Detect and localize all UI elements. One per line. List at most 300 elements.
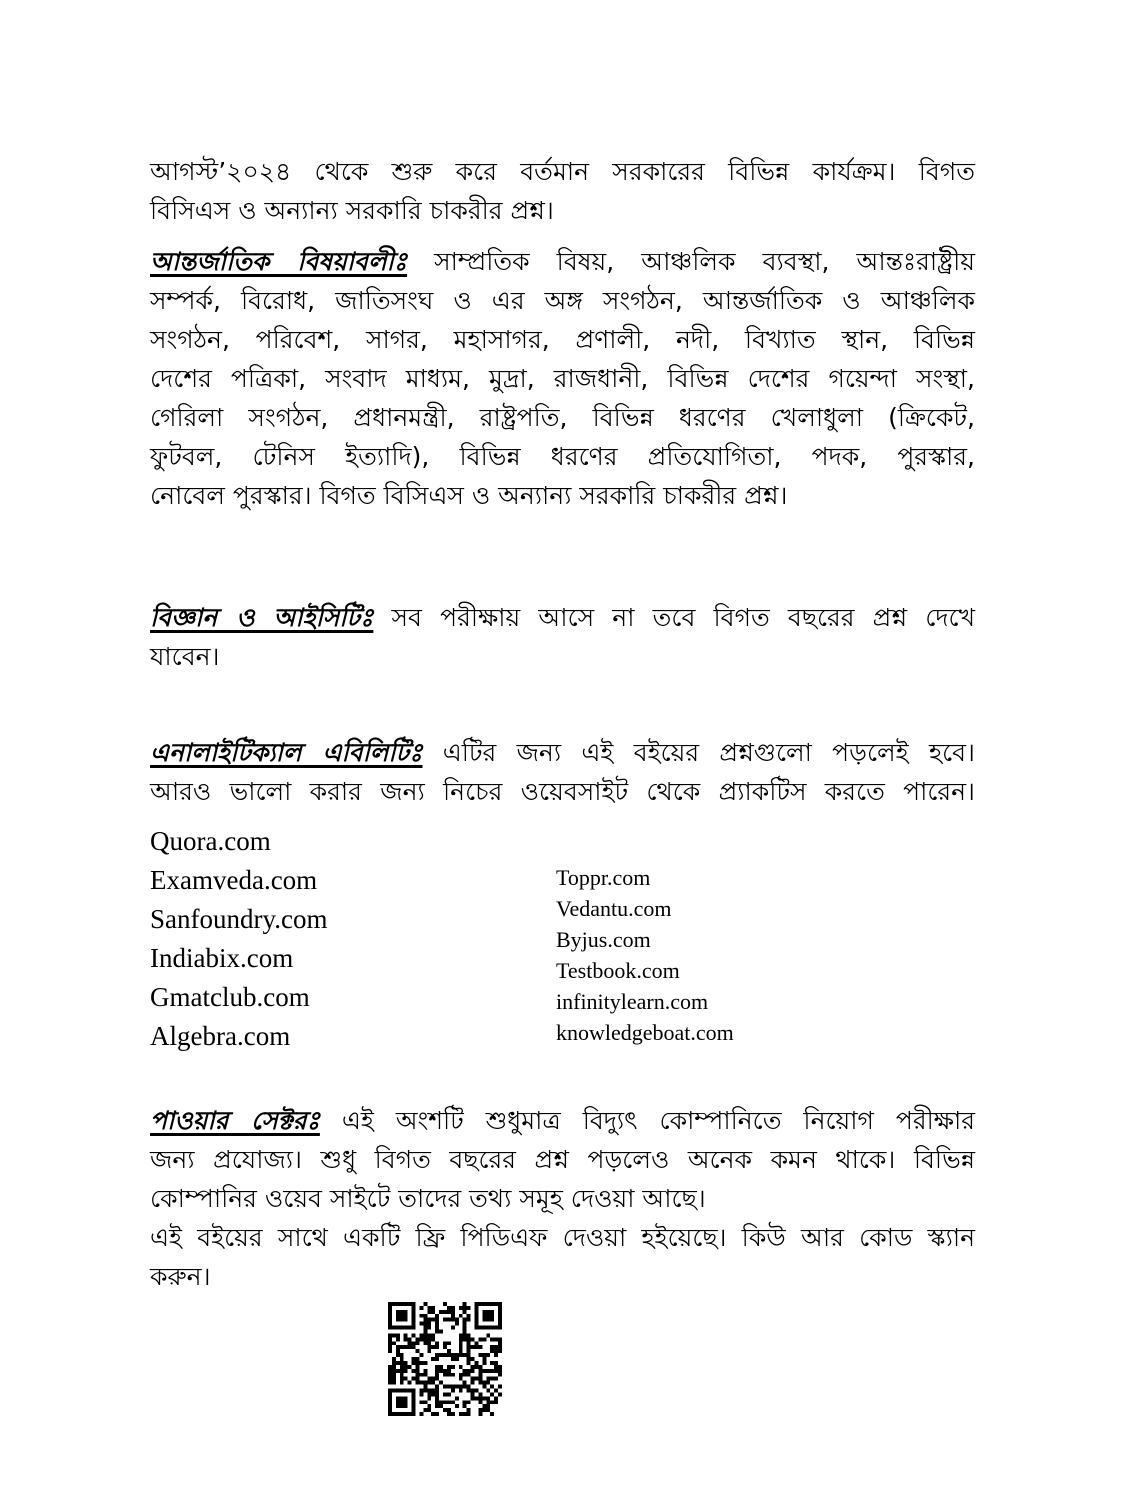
qr-module	[459, 1337, 463, 1341]
qr-module	[423, 1361, 427, 1365]
qr-module	[482, 1404, 486, 1408]
qr-module	[494, 1361, 498, 1365]
qr-module	[478, 1412, 482, 1416]
qr-module	[478, 1365, 482, 1369]
qr-module	[400, 1345, 404, 1349]
qr-module	[431, 1345, 435, 1349]
qr-module	[396, 1353, 400, 1357]
qr-module	[412, 1345, 416, 1349]
qr-module	[474, 1365, 478, 1369]
qr-module	[459, 1306, 463, 1310]
qr-module	[467, 1353, 471, 1357]
qr-module	[451, 1318, 455, 1322]
qr-module	[447, 1306, 451, 1310]
analytical-ability-paragraph	[150, 733, 975, 811]
qr-module	[439, 1310, 443, 1314]
qr-module	[396, 1396, 408, 1408]
qr-module	[419, 1373, 423, 1377]
qr-module	[439, 1381, 443, 1385]
qr-module	[443, 1408, 447, 1412]
qr-module	[412, 1361, 416, 1365]
qr-module	[404, 1369, 408, 1373]
qr-module	[478, 1345, 482, 1349]
website-item: infinitylearn.com	[556, 989, 709, 1014]
qr-module	[447, 1400, 451, 1404]
text-line: এই বইয়ের সাথে একটি ফ্রি পিডিএফ দেওয়া হইয়েছে। কিউ আর কোড স্ক্যান	[150, 1223, 975, 1252]
qr-module	[482, 1310, 494, 1322]
qr-module	[471, 1388, 475, 1392]
qr-module	[408, 1337, 412, 1341]
qr-module	[392, 1369, 396, 1373]
qr-module	[439, 1365, 443, 1369]
qr-module	[412, 1377, 416, 1381]
qr-module	[435, 1326, 439, 1330]
qr-module	[435, 1377, 439, 1381]
text-line	[150, 733, 975, 772]
qr-module	[478, 1396, 482, 1400]
qr-module	[494, 1365, 498, 1369]
qr-module	[412, 1388, 416, 1416]
current-affairs-paragraph	[150, 152, 975, 230]
international-affairs-paragraph	[150, 242, 975, 515]
qr-module	[435, 1412, 439, 1416]
qr-module	[400, 1381, 404, 1385]
qr-module	[486, 1404, 490, 1408]
text-line: আরও ভালো করার জন্য নিচের ওয়েবসাইট থেকে প্র্যাকটিস করতে পারেন।	[150, 777, 975, 806]
website-item: Sanfoundry.com	[150, 904, 328, 934]
qr-module	[463, 1412, 467, 1416]
qr-module	[404, 1337, 408, 1341]
qr-module	[471, 1357, 475, 1361]
qr-module	[435, 1396, 439, 1400]
qr-module	[451, 1412, 455, 1416]
qr-module	[494, 1396, 498, 1400]
qr-module	[427, 1392, 431, 1396]
qr-module	[498, 1385, 502, 1389]
qr-module	[447, 1392, 451, 1396]
qr-module	[494, 1349, 498, 1353]
qr-module	[416, 1377, 420, 1381]
qr-module	[423, 1408, 427, 1412]
qr-module	[431, 1412, 435, 1416]
qr-module	[400, 1377, 404, 1381]
text-line: সংগঠন, পরিবেশ, সাগর, মহাসাগর, প্রণালী, নদী, বিখ্যাত স্থান, বিভিন্ন	[150, 325, 975, 354]
qr-module	[459, 1377, 463, 1381]
qr-module	[419, 1400, 423, 1404]
qr-module	[435, 1330, 439, 1334]
qr-module	[388, 1341, 392, 1345]
text-line: গেরিলা সংগঠন, প্রধানমন্ত্রী, রাষ্ট্রপতি, বিভিন্ন ধরণের খেলাধুলা (ক্রিকেট,	[150, 403, 975, 432]
qr-module	[443, 1373, 447, 1377]
qr-module	[427, 1345, 431, 1349]
qr-module	[435, 1318, 439, 1322]
qr-module	[463, 1310, 467, 1314]
qr-module	[412, 1341, 416, 1345]
text-line: সম্পর্ক, বিরোধ, জাতিসংঘ ও এর অঙ্গ সংগঠন, আন্তর্জাতিক ও আঞ্চলিক	[150, 286, 975, 315]
qr-module	[431, 1318, 435, 1322]
qr-module	[471, 1369, 475, 1373]
qr-module	[447, 1353, 451, 1357]
qr-module	[459, 1333, 463, 1337]
qr-module	[396, 1361, 400, 1365]
qr-module	[463, 1353, 467, 1357]
qr-module	[408, 1381, 412, 1385]
qr-module	[388, 1412, 416, 1416]
qr-module	[427, 1381, 431, 1385]
qr-module	[498, 1345, 502, 1349]
qr-module	[474, 1341, 478, 1345]
qr-module	[463, 1373, 467, 1377]
qr-module	[490, 1345, 494, 1349]
qr-module	[435, 1404, 439, 1408]
qr-module	[447, 1341, 451, 1345]
qr-module	[427, 1318, 431, 1322]
qr-module	[494, 1400, 498, 1404]
qr-module	[388, 1388, 392, 1416]
qr-module	[419, 1306, 423, 1310]
website-item: Gmatclub.com	[150, 982, 310, 1012]
qr-module	[494, 1369, 498, 1373]
text-line	[150, 598, 975, 637]
qr-module	[419, 1314, 423, 1318]
website-item: Examveda.com	[150, 865, 318, 895]
qr-module	[443, 1400, 447, 1404]
qr-module	[467, 1349, 471, 1353]
qr-module	[427, 1404, 431, 1408]
science-ict-paragraph	[150, 598, 975, 676]
qr-module	[396, 1310, 408, 1322]
power-sector-paragraph	[150, 1101, 975, 1296]
qr-module	[463, 1318, 467, 1322]
qr-module	[478, 1353, 482, 1357]
qr-module	[451, 1373, 455, 1377]
qr-module	[435, 1322, 439, 1326]
qr-module	[467, 1388, 471, 1392]
qr-module	[498, 1365, 502, 1369]
qr-module	[459, 1353, 463, 1357]
qr-module	[467, 1337, 471, 1341]
qr-module	[443, 1341, 447, 1345]
qr-module	[439, 1404, 443, 1408]
qr-module	[412, 1357, 416, 1361]
qr-module	[416, 1381, 420, 1385]
qr-module	[400, 1353, 404, 1357]
text-fragment: এই অংশটি শুধুমাত্র বিদ্যুৎ কোম্পানিতে নিয়োগ পরীক্ষার	[319, 1106, 975, 1135]
text-line: নোবেল পুরস্কার। বিগত বিসিএস ও অন্যান্য সরকারি চাকরীর প্রশ্ন।	[150, 481, 788, 510]
qr-module	[486, 1381, 490, 1385]
qr-module	[392, 1361, 396, 1365]
website-item: knowledgeboat.com	[556, 1020, 734, 1045]
qr-module	[427, 1337, 431, 1341]
qr-module	[490, 1400, 494, 1404]
qr-module	[451, 1310, 455, 1314]
qr-module	[467, 1333, 471, 1337]
text-fragment: সব পরীক্ষায় আসে না তবে বিগত বছরের প্রশ্ন দেখে	[373, 603, 975, 632]
qr-module	[423, 1381, 427, 1385]
qr-module	[388, 1345, 392, 1349]
qr-module	[486, 1400, 490, 1404]
qr-module	[431, 1306, 435, 1310]
qr-module	[451, 1388, 455, 1392]
qr-module	[423, 1341, 427, 1345]
qr-module	[388, 1388, 416, 1392]
qr-module	[482, 1396, 486, 1400]
qr-module	[392, 1341, 396, 1345]
qr-module	[427, 1333, 431, 1337]
qr-module	[419, 1388, 423, 1392]
qr-module	[423, 1314, 427, 1318]
qr-module	[463, 1337, 467, 1341]
qr-module	[416, 1361, 420, 1365]
qr-module	[478, 1373, 482, 1377]
qr-module	[463, 1322, 467, 1326]
qr-module	[459, 1349, 463, 1353]
qr-module	[419, 1337, 423, 1341]
qr-module	[416, 1365, 420, 1369]
qr-module	[388, 1377, 392, 1381]
qr-module	[423, 1322, 427, 1326]
qr-module	[439, 1353, 443, 1357]
qr-module	[435, 1388, 439, 1392]
qr-module	[474, 1326, 502, 1330]
qr-module	[400, 1365, 404, 1369]
qr-module	[435, 1345, 439, 1349]
text-line: করুন।	[150, 1262, 211, 1291]
qr-module	[443, 1385, 447, 1389]
qr-module	[427, 1310, 431, 1314]
qr-module	[439, 1369, 443, 1373]
qr-module	[423, 1388, 427, 1392]
qr-module	[431, 1357, 435, 1361]
qr-module	[404, 1361, 408, 1365]
qr-module	[388, 1337, 392, 1341]
qr-module	[447, 1369, 451, 1373]
qr-module	[478, 1369, 482, 1373]
qr-module	[463, 1369, 467, 1373]
qr-module	[467, 1400, 471, 1404]
qr-module	[459, 1365, 463, 1369]
qr-module	[490, 1385, 494, 1389]
qr-module	[494, 1353, 498, 1357]
qr-module	[482, 1361, 486, 1365]
qr-module	[482, 1357, 486, 1361]
qr-module	[423, 1337, 427, 1341]
website-list-left	[150, 822, 327, 1056]
qr-module	[490, 1349, 494, 1353]
section-heading: আন্তর্জাতিক বিষয়াবলীঃ	[150, 247, 408, 276]
qr-module	[419, 1333, 423, 1337]
qr-module	[474, 1361, 478, 1365]
qr-module	[388, 1333, 392, 1337]
qr-module	[412, 1333, 416, 1337]
qr-module	[467, 1412, 471, 1416]
qr-module	[396, 1349, 400, 1353]
qr-module	[478, 1400, 482, 1404]
qr-module	[427, 1341, 431, 1345]
qr-module	[498, 1337, 502, 1341]
qr-module	[451, 1385, 455, 1389]
qr-module	[474, 1302, 478, 1330]
qr-module	[451, 1365, 455, 1369]
qr-module	[451, 1306, 455, 1310]
qr-module	[431, 1377, 435, 1381]
qr-module	[431, 1388, 435, 1392]
qr-module	[467, 1408, 471, 1412]
qr-module	[490, 1369, 494, 1373]
qr-module	[467, 1306, 471, 1310]
qr-module	[404, 1333, 408, 1337]
qr-module	[392, 1381, 396, 1385]
qr-module	[396, 1369, 400, 1373]
qr-module	[447, 1408, 451, 1412]
qr-module	[463, 1381, 467, 1385]
qr-module	[467, 1357, 471, 1361]
text-fragment: সাম্প্রতিক বিষয়, আঞ্চলিক ব্যবস্থা, আন্তঃরাষ্ট্রীয়	[407, 247, 975, 276]
text-line: যাবেন।	[150, 642, 220, 671]
qr-module	[408, 1365, 412, 1369]
text-line: দেশের পত্রিকা, সংবাদ মাধ্যম, মুদ্রা, রাজধানী, বিভিন্ন দেশের গয়েন্দা সংস্থা,	[150, 364, 975, 393]
qr-module	[423, 1302, 427, 1306]
qr-module	[447, 1349, 451, 1353]
qr-module	[431, 1381, 435, 1385]
qr-module	[455, 1318, 459, 1322]
website-item: Vedantu.com	[556, 896, 672, 921]
qr-module	[427, 1349, 431, 1353]
section-heading: পাওয়ার সেক্টরঃ	[150, 1106, 320, 1135]
qr-code-icon[interactable]	[387, 1302, 503, 1416]
qr-module	[435, 1373, 439, 1377]
qr-module	[392, 1365, 396, 1369]
qr-module	[498, 1302, 502, 1330]
qr-module	[478, 1408, 482, 1412]
qr-module	[431, 1337, 435, 1341]
qr-module	[463, 1385, 467, 1389]
qr-module	[467, 1369, 471, 1373]
qr-module	[435, 1357, 439, 1361]
qr-module	[447, 1365, 451, 1369]
qr-module	[443, 1369, 447, 1373]
qr-module	[447, 1318, 451, 1322]
qr-module	[463, 1333, 467, 1337]
qr-module	[459, 1412, 463, 1416]
qr-module	[392, 1357, 396, 1361]
text-line: কোম্পানির ওয়েব সাইটে তাদের তথ্য সমূহ দেওয়া আছে।	[150, 1184, 706, 1213]
website-list-right	[556, 862, 734, 1048]
qr-module	[423, 1333, 427, 1337]
qr-module	[416, 1373, 420, 1377]
qr-module	[471, 1365, 475, 1369]
qr-module	[482, 1385, 486, 1389]
qr-module	[455, 1396, 459, 1400]
website-item: Toppr.com	[556, 865, 651, 890]
qr-module	[416, 1337, 420, 1341]
qr-module	[482, 1337, 486, 1341]
qr-module	[447, 1385, 451, 1389]
qr-module	[435, 1400, 439, 1404]
qr-module	[486, 1353, 490, 1357]
qr-module	[439, 1400, 443, 1404]
qr-module	[486, 1369, 490, 1373]
website-item: Byjus.com	[556, 927, 651, 952]
qr-module	[467, 1385, 471, 1389]
qr-module	[467, 1318, 471, 1322]
qr-module	[474, 1388, 478, 1392]
qr-module	[412, 1302, 416, 1330]
qr-module	[396, 1333, 400, 1337]
qr-module	[388, 1349, 392, 1353]
qr-module	[419, 1412, 423, 1416]
qr-module	[474, 1396, 478, 1400]
qr-module	[392, 1373, 396, 1377]
qr-module	[392, 1333, 396, 1337]
qr-module	[419, 1361, 423, 1365]
website-item: Indiabix.com	[150, 943, 294, 973]
qr-module	[463, 1330, 467, 1334]
qr-module	[463, 1404, 467, 1408]
qr-module	[435, 1385, 439, 1389]
website-item: Quora.com	[150, 826, 271, 856]
qr-module	[419, 1381, 423, 1385]
qr-module	[463, 1302, 467, 1306]
qr-module	[416, 1369, 420, 1373]
qr-module	[490, 1377, 494, 1381]
qr-module	[408, 1341, 412, 1345]
qr-module	[404, 1365, 408, 1369]
qr-module	[427, 1326, 431, 1330]
qr-module	[388, 1381, 392, 1385]
qr-module	[408, 1345, 412, 1349]
qr-module	[435, 1353, 439, 1357]
qr-module	[459, 1388, 463, 1392]
text-line	[150, 1101, 975, 1140]
qr-module	[471, 1392, 475, 1396]
qr-module	[494, 1388, 498, 1392]
qr-module	[455, 1322, 459, 1326]
qr-module	[459, 1385, 463, 1389]
qr-module	[419, 1322, 423, 1326]
qr-module	[447, 1373, 451, 1377]
qr-module	[439, 1330, 443, 1334]
qr-module	[427, 1322, 431, 1326]
qr-module	[423, 1318, 427, 1322]
qr-module	[455, 1404, 459, 1408]
text-line: বিসিএস ও অন্যান্য সরকারি চাকরীর প্রশ্ন।	[150, 196, 554, 225]
qr-module	[478, 1381, 482, 1385]
qr-module	[455, 1357, 459, 1361]
section-heading: এনালাইটিক্যাল এবিলিটিঃ	[150, 738, 423, 767]
website-item: Testbook.com	[556, 958, 680, 983]
qr-module	[443, 1353, 447, 1357]
qr-module	[498, 1392, 502, 1396]
qr-module	[443, 1302, 447, 1306]
qr-module	[490, 1412, 494, 1416]
qr-module	[435, 1314, 439, 1318]
qr-module	[404, 1345, 408, 1349]
qr-module	[388, 1369, 392, 1373]
qr-module	[388, 1302, 392, 1330]
qr-module	[498, 1373, 502, 1377]
qr-module	[443, 1318, 447, 1322]
qr-module	[416, 1357, 420, 1361]
qr-module	[443, 1310, 447, 1314]
qr-module	[427, 1388, 431, 1392]
qr-module	[443, 1392, 447, 1396]
qr-module	[388, 1302, 416, 1306]
qr-module	[431, 1392, 435, 1396]
qr-module	[423, 1369, 427, 1373]
qr-module	[467, 1361, 471, 1365]
qr-module	[494, 1345, 498, 1349]
